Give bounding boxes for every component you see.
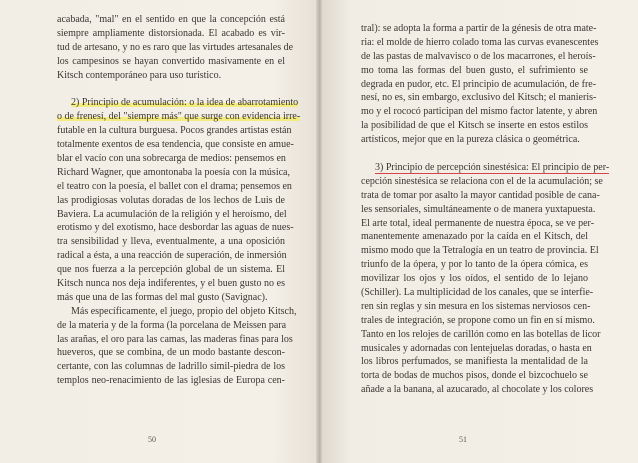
text-line-highlighted: o de frenesí, del "siempre más" que surge con evidencia irre- [57,111,301,123]
text-line: Kitsch nunca nos deja indiferentes, y el buen gusto no es [57,278,285,290]
text-line: mismo modo que la Tetralogía en un teatro de provincia. El [361,245,599,257]
text-line: manentemente amenazado por la caída en el Kitsch, del [361,231,588,243]
right-page [319,0,638,463]
text-line: de la materia y de la forma (la porcelana de Meissen para [57,319,287,331]
text-line: totalmente exentos de esa tendencia, que consiste en amue- [57,139,294,151]
text-line: hueveros, que se combina, de un modo bastante descon- [57,347,285,359]
text-line: artísticos, mejor que en la pureza clásica o geométrica. [361,134,580,146]
text-line: las prodigiosas volutas doradas de los lechos de Luis de [57,194,285,206]
text-line: Tanto en los relojes de carillón como en las botellas de licor [361,328,601,340]
text-line: les sensoriales, simultáneamente o de manera yuxtapuesta. [361,203,596,215]
text-line-highlighted: 2) Principio de acumulación: o la idea de abarrotamiento [71,97,299,109]
text-line: ren sin reglas y sin mesura en los sistemas nerviosos cen- [361,300,591,312]
text-line: futable en la cultura burguesa. Pocos grandes artistas están [57,125,292,137]
text-line: Richard Wagner, que amontonaba la poesía con la música, [57,166,290,178]
text-line: acabada, "mal" en el sentido en que la concepción está [57,14,285,25]
text-line: tra sensibilidad y lleva, eventualmente, a una oposición [57,236,285,248]
text-line: templos neo-renacimiento de las iglesias de Europa cen- [57,375,285,387]
text-line: siempre ampliamente distorsionada. El acabado es vir- [57,27,285,39]
left-page-text [57,13,301,388]
text-line: blar el vacío con una sobrecarga de medios: pensemos en [57,153,286,165]
text-line: las arañas, el oro para las camas, las maderas finas para los [57,333,293,345]
text-line: trata de tomar por asalto la mayor cantidad posible de cana- [361,189,600,201]
text-line: nesí, no es, sin embargo, exclusivo del Kitsch; el manieris- [361,92,597,104]
text-line: ria: el molde de hierro colado toma las curvas evanescentes [361,36,599,48]
text-line: tral): se adopta la forma a partir de la génesis de otra mate- [361,23,597,34]
text-line: los campesinos se hayan convertido masivamente en el [57,55,285,67]
text-line: los libros perfumados, se manifiesta la mentalidad de la [361,356,588,368]
text-line: trales de integración, se propone como un fin en sí mismo. [361,314,595,326]
text-line: que nos fuerza a la percepción global de un sistema. El [57,264,285,276]
text-line: El arte total, ideal permanente de nuestra época, se ve per- [361,217,595,229]
text-line: 3) Principio de percepción sinestésica: El principio de per- [375,162,610,174]
text-line: Baviera. La acumulación de la religión y el heroísmo, del [57,208,287,220]
text-line: Más específicamente, el juego, propio del objeto Kitsch, [71,305,297,317]
text-line: cepción sinestésica se relaciona con el de la acumulación; se [361,175,603,187]
text-line: mo toma las formas del buen gusto, el sufrimiento se [361,64,588,76]
text-line: el teatro con la poesía, el ballet con el drama; pensemos en [57,180,292,192]
text-line: erotismo y del exotismo, hace desbordar las aguas de nues- [57,222,294,234]
text-line: triunfo de la ópera, y por lo tanto de la ópera cómica, es [361,259,588,271]
text-line: musicales y adornadas con lentejuelas doradas, o hasta en [361,342,592,354]
text-line: añade a la banana, al azucarado, al chocolate y los colores [361,384,594,396]
book-gutter [316,0,322,463]
text-line: (Schiller). La multiplicidad de los canales, que se interfie- [361,287,594,299]
text-line: de las pastas de malvavisco o de los macarrones, el heroís- [361,50,596,62]
text-line: la posibilidad de que el Kitsch se inserte en estos estilos [361,120,588,132]
page-number: 50 [148,435,156,444]
text-line: movilizar los ojos y los oídos, el sentido de lo lejano [361,273,588,285]
text-line: Kitsch contemporáneo para uso turístico. [57,69,222,81]
text-line: mo y el rococó participan del mismo factor latente, y abren [361,106,598,118]
text-line: radical a ésta, a una reacción de superación, de inmersión [57,250,287,262]
text-line: más que una de las formas del mal gusto (Savignac). [57,291,268,303]
text-line: certante, con las columnas de ladrillo simil-piedra de los [57,361,285,373]
text-line: torta de bodas de muchos pisos, donde el bizcochuelo se [361,370,588,382]
page-number: 51 [459,435,467,444]
text-line: tud de artesano, y no es raro que las virtudes artesanales de [57,41,294,53]
text-line: degrada en pudor, etc. El principio de acumulación, de fre- [361,78,597,90]
right-page-text [361,22,610,397]
